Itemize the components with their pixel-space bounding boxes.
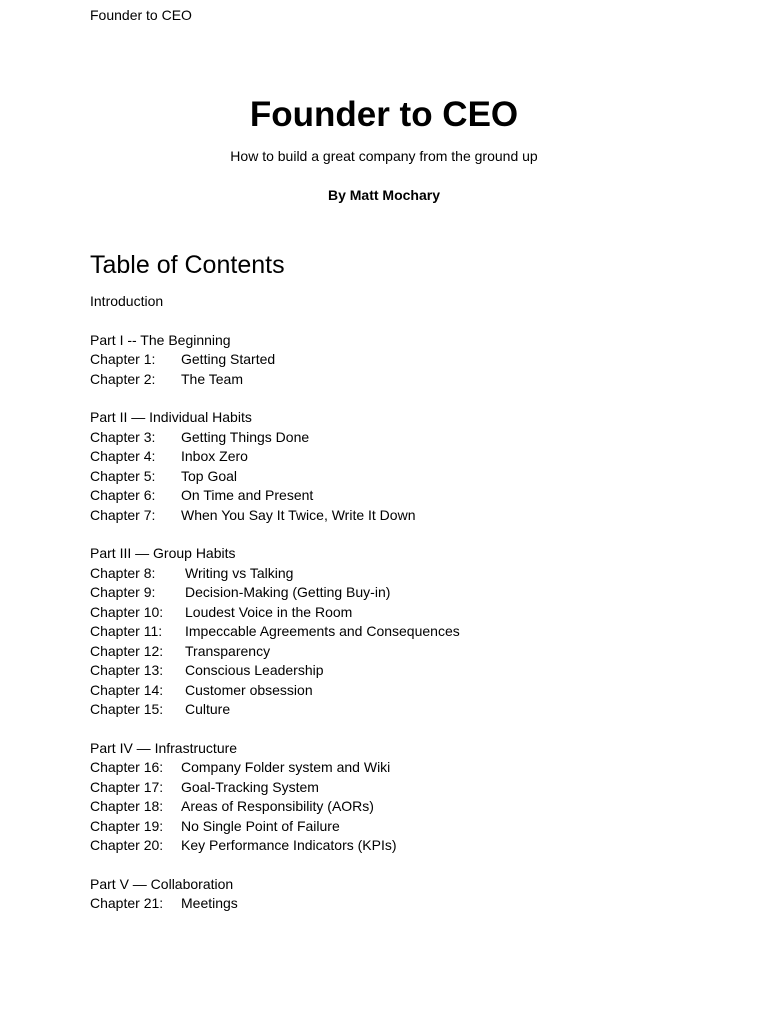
chapter-number: Chapter 9: xyxy=(90,584,156,600)
chapter-number: Chapter 20: xyxy=(90,837,164,853)
chapter-number: Chapter 12: xyxy=(90,642,164,659)
chapter-number: Chapter 13: xyxy=(90,662,164,678)
chapter-title: Inbox Zero xyxy=(181,448,248,464)
toc-chapter xyxy=(90,486,690,506)
chapter-number: Chapter 18: xyxy=(90,798,164,814)
chapter-title: Meetings xyxy=(181,895,238,911)
chapter-title: Transparency xyxy=(185,642,271,659)
chapter-title: Company Folder system and Wiki xyxy=(181,759,391,775)
toc-chapter xyxy=(90,797,690,817)
chapter-number: Chapter 10: xyxy=(90,603,164,620)
chapter-number: Chapter 8: xyxy=(90,564,156,581)
chapter-number: Chapter 14: xyxy=(90,681,164,698)
toc-chapter xyxy=(90,758,690,778)
toc-chapter xyxy=(90,817,690,837)
chapter-number: Chapter 21: xyxy=(90,895,164,911)
toc-chapter xyxy=(90,894,690,914)
toc-chapter xyxy=(90,467,690,487)
chapter-title: Customer obsession xyxy=(185,681,313,698)
chapter-title: Writing vs Talking xyxy=(185,564,294,581)
toc-chapter xyxy=(90,622,690,642)
chapter-title: Getting Started xyxy=(181,351,276,367)
document-author: By Matt Mochary xyxy=(327,187,441,203)
toc-chapter xyxy=(90,428,690,448)
chapter-title: Areas of Responsibility (AORs) xyxy=(181,798,374,814)
chapter-number: Chapter 1: xyxy=(90,351,156,367)
toc-chapter xyxy=(90,681,690,701)
toc-chapter xyxy=(90,700,690,720)
toc-chapter xyxy=(90,661,690,681)
toc-chapter xyxy=(90,642,690,662)
toc-part-label: Part IV — Infrastructure xyxy=(90,739,238,756)
running-header: Founder to CEO xyxy=(90,7,192,23)
chapter-title: Impeccable Agreements and Consequences xyxy=(185,623,460,639)
chapter-title: On Time and Present xyxy=(181,487,314,503)
toc-chapter xyxy=(90,506,690,526)
chapter-title: Conscious Leadership xyxy=(185,662,324,678)
chapter-number: Chapter 2: xyxy=(90,370,156,387)
chapter-title: Key Performance Indicators (KPIs) xyxy=(181,837,397,853)
chapter-title: Loudest Voice in the Room xyxy=(185,603,353,620)
table-of-contents xyxy=(90,292,690,914)
toc-introduction: Introduction xyxy=(90,293,164,309)
chapter-title: When You Say It Twice, Write It Down xyxy=(181,506,416,523)
toc-chapter xyxy=(90,603,690,623)
chapter-number: Chapter 15: xyxy=(90,701,164,717)
toc-chapter xyxy=(90,836,690,856)
chapter-number: Chapter 19: xyxy=(90,817,164,834)
chapter-number: Chapter 11: xyxy=(90,623,163,639)
document-title: Founder to CEO xyxy=(249,95,519,134)
chapter-number: Chapter 17: xyxy=(90,778,164,795)
toc-part-label: Part II — Individual Habits xyxy=(90,409,252,425)
document-subtitle: How to build a great company from the ground up xyxy=(230,148,538,164)
toc-heading: Table of Contents xyxy=(90,251,285,279)
chapter-number: Chapter 6: xyxy=(90,487,156,503)
chapter-number: Chapter 4: xyxy=(90,448,156,464)
toc-part-label: Part I -- The Beginning xyxy=(90,331,231,348)
toc-chapter xyxy=(90,778,690,798)
chapter-title: Decision-Making (Getting Buy-in) xyxy=(185,584,391,600)
toc-chapter xyxy=(90,564,690,584)
chapter-title: Getting Things Done xyxy=(181,428,310,445)
chapter-number: Chapter 7: xyxy=(90,506,156,523)
chapter-title: Goal-Tracking System xyxy=(181,778,319,795)
toc-part-label: Part V — Collaboration xyxy=(90,875,234,892)
chapter-title: Culture xyxy=(185,701,231,717)
toc-chapter xyxy=(90,370,690,390)
chapter-number: Chapter 3: xyxy=(90,428,156,445)
chapter-number: Chapter 5: xyxy=(90,467,156,484)
toc-chapter xyxy=(90,350,690,370)
chapter-title: The Team xyxy=(181,370,243,387)
chapter-title: Top Goal xyxy=(181,467,238,484)
toc-chapter xyxy=(90,583,690,603)
toc-chapter xyxy=(90,447,690,467)
chapter-title: No Single Point of Failure xyxy=(181,817,340,834)
toc-part-label: Part III — Group Habits xyxy=(90,545,236,561)
chapter-number: Chapter 16: xyxy=(90,759,164,775)
